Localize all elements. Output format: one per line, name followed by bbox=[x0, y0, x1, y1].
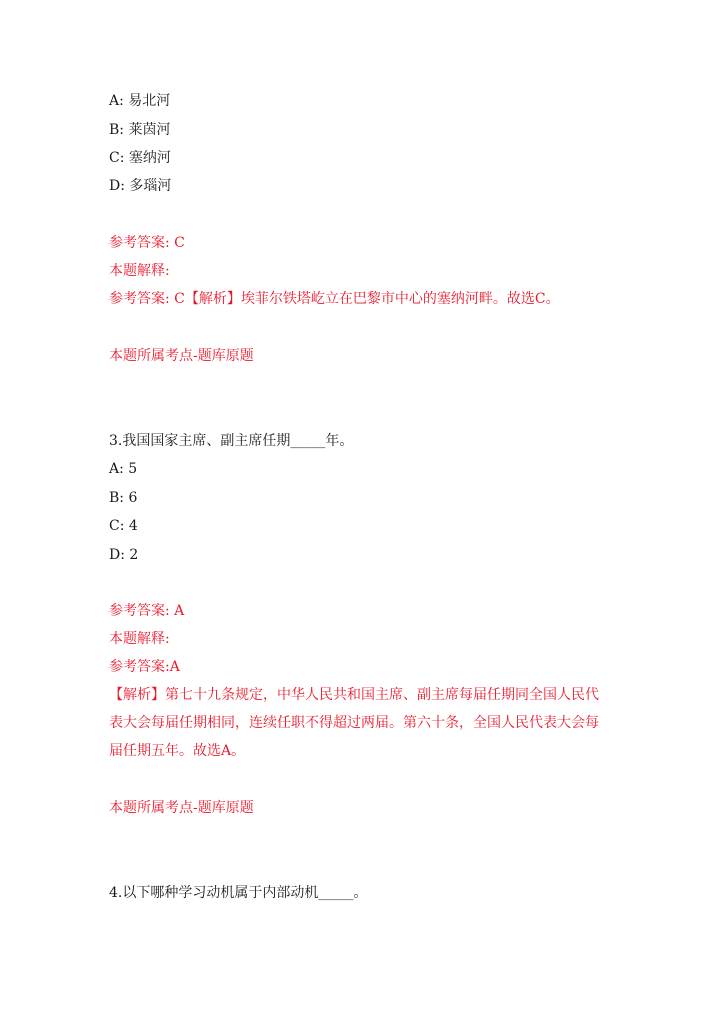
option-b: B: 莱茵河 bbox=[109, 122, 171, 138]
option-c: C: 4 bbox=[109, 518, 138, 534]
option-a: A: 5 bbox=[109, 461, 138, 477]
explanation-label: 本题解释: bbox=[109, 263, 170, 279]
answer-line: 参考答案: C bbox=[109, 235, 185, 251]
option-b: B: 6 bbox=[109, 490, 138, 506]
source-line: 本题所属考点-题库原题 bbox=[109, 800, 254, 816]
question-text: 3.我国国家主席、副主席任期_____年。 bbox=[109, 433, 354, 449]
source-line: 本题所属考点-题库原题 bbox=[109, 348, 254, 364]
explanation-answer: 参考答案:A bbox=[109, 659, 180, 675]
explanation-label: 本题解释: bbox=[109, 631, 170, 647]
option-a: A: 易北河 bbox=[109, 93, 171, 109]
explanation-text: 参考答案: C【解析】埃菲尔铁塔屹立在巴黎市中心的塞纳河畔。故选C。 bbox=[109, 291, 560, 307]
explanation-text: 【解析】第七十九条规定，中华人民共和国主席、副主席每届任期同全国人民代表大会每届任期相同，连续任职不得超过两届。第六十条，全国人民代表大会每届任期五年。故选A。 bbox=[109, 687, 599, 759]
option-d: D: 多瑙河 bbox=[109, 178, 172, 194]
option-d: D: 2 bbox=[109, 547, 139, 563]
question-text: 4.以下哪种学习动机属于内部动机_____。 bbox=[109, 885, 368, 901]
answer-line: 参考答案: A bbox=[109, 603, 185, 619]
option-c: C: 塞纳河 bbox=[109, 150, 171, 166]
